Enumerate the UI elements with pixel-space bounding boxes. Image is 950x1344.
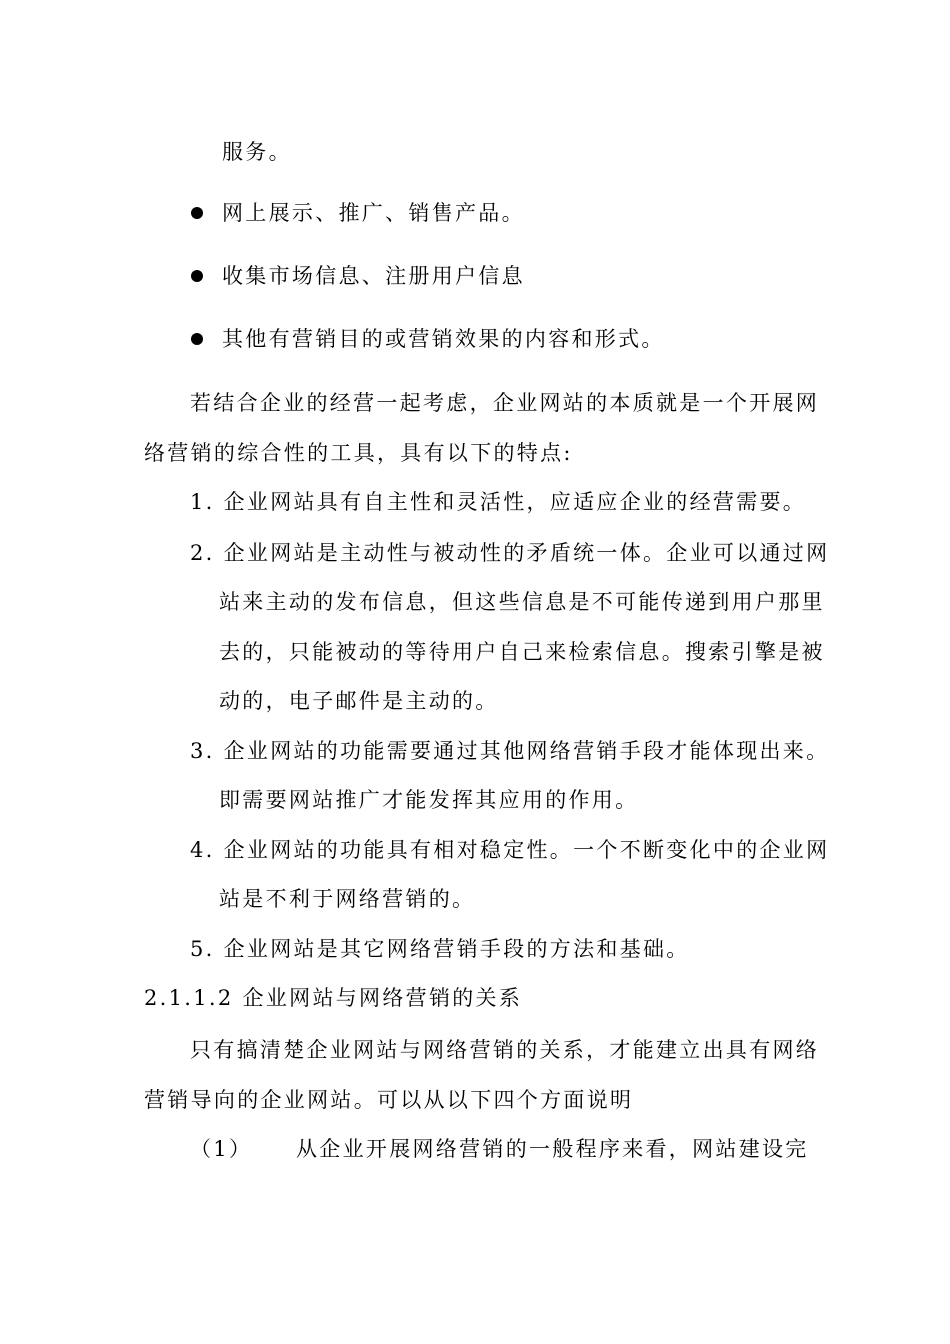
- numbered-item: 1. 企业网站具有自主性和灵活性，应适应企业的经营需要。: [190, 490, 807, 514]
- bullet-icon: [191, 207, 203, 219]
- numbered-item: 3. 企业网站的功能需要通过其他网络营销手段才能体现出来。: [190, 739, 830, 763]
- paragraph-line: 只有搞清楚企业网站与网络营销的关系，才能建立出具有网络: [190, 1038, 820, 1062]
- bullet-item: 其他有营销目的或营销效果的内容和形式。: [222, 327, 665, 351]
- numbered-item: 4. 企业网站的功能具有相对稳定性。一个不断变化中的企业网: [190, 838, 830, 862]
- bullet-item: 收集市场信息、注册用户信息: [222, 264, 525, 288]
- bullet-icon: [191, 333, 203, 345]
- paragraph-line: 从企业开展网络营销的一般程序来看，网站建设完: [296, 1137, 809, 1161]
- section-heading: 2.1.1.2 企业网站与网络营销的关系: [144, 986, 523, 1010]
- paragraph-line: 营销导向的企业网站。可以从以下四个方面说明: [144, 1088, 634, 1112]
- bullet-item: 网上展示、推广、销售产品。: [222, 201, 525, 225]
- item-number: （1）: [190, 1137, 253, 1161]
- paragraph-line: 若结合企业的经营一起考虑，企业网站的本质就是一个开展网: [190, 391, 820, 415]
- text-line: 服务。: [222, 140, 292, 164]
- numbered-item: 5. 企业网站是其它网络营销手段的方法和基础。: [190, 937, 690, 961]
- numbered-item-continuation: 站来主动的发布信息，但这些信息是不可能传递到用户那里: [219, 590, 825, 614]
- numbered-item-continuation: 动的，电子邮件是主动的。: [219, 689, 499, 713]
- numbered-item-continuation: 站是不利于网络营销的。: [219, 887, 476, 911]
- numbered-item-continuation: 即需要网站推广才能发挥其应用的作用。: [219, 788, 639, 812]
- numbered-item: 2. 企业网站是主动性与被动性的矛盾统一体。企业可以通过网: [190, 541, 830, 565]
- numbered-item-continuation: 去的，只能被动的等待用户自己来检索信息。搜索引擎是被: [219, 640, 825, 664]
- paragraph-line: 络营销的综合性的工具，具有以下的特点:: [144, 441, 573, 465]
- bullet-icon: [191, 270, 203, 282]
